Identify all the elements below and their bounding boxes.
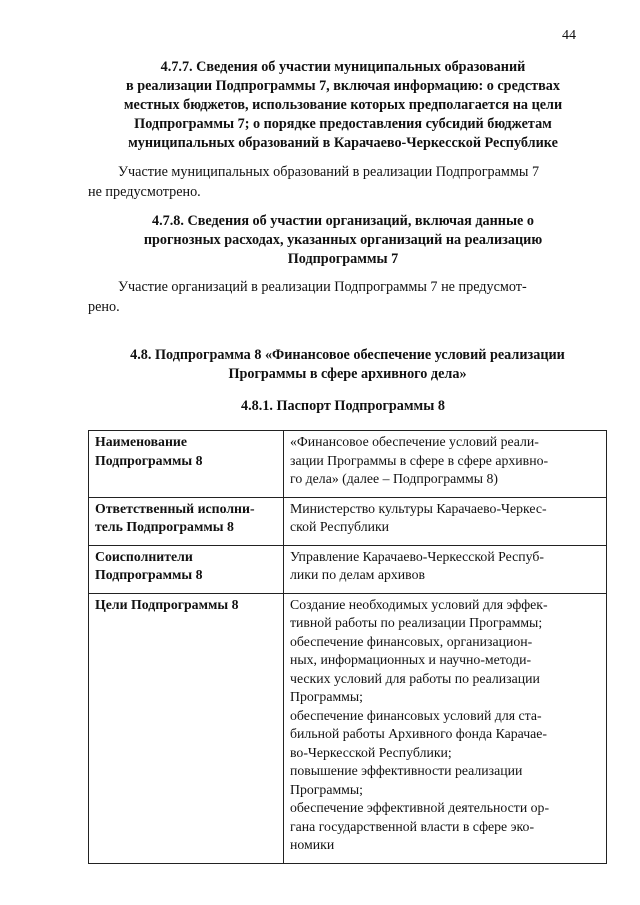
value-line: ных, информационных и научно-методи-: [290, 652, 532, 667]
label-line: Подпрограммы 8: [95, 567, 203, 582]
value-line: номики: [290, 837, 335, 852]
section-477-body: [88, 162, 598, 202]
heading-line: Подпрограммы 7: [287, 251, 399, 267]
passport-table: [88, 430, 607, 864]
section-478-body: [88, 277, 598, 317]
value-line: повышение эффективности реализации: [290, 763, 523, 778]
row-value: [284, 545, 607, 593]
value-line: Создание необходимых условий для эффек-: [290, 596, 548, 612]
value-line: гана государственной власти в сфере эко-: [290, 818, 535, 834]
row-label: [89, 497, 284, 545]
heading-line: 4.8. Подпрограмма 8 «Финансовое обеспечение условий реализации: [130, 347, 565, 363]
section-477-heading: [88, 58, 598, 153]
value-line: во-Черкесской Республики;: [290, 744, 452, 760]
heading-line: Подпрограммы 7; о порядке предоставления субсидий бюджетам: [134, 116, 552, 132]
table-row: [89, 593, 607, 863]
row-label: [89, 431, 284, 498]
label-line: Цели Подпрограммы 8: [95, 596, 239, 612]
value-line: обеспечение финансовых, организацион-: [290, 633, 533, 649]
value-line: обеспечение эффективной деятельности ор-: [290, 800, 550, 815]
body-text: рено.: [88, 299, 120, 315]
value-line: ской Республики: [290, 519, 390, 534]
row-value: [284, 497, 607, 545]
value-line: лики по делам архивов: [290, 567, 426, 582]
value-line: обеспечение финансовых условий для ста-: [290, 707, 542, 723]
value-line: бильной работы Архивного фонда Карачае-: [290, 726, 548, 741]
page-number: 44: [562, 28, 576, 43]
heading-line: муниципальных образований в Карачаево-Черкесской Республике: [128, 135, 558, 151]
value-line: Программы;: [290, 689, 364, 704]
row-label: [89, 593, 284, 863]
value-line: «Финансовое обеспечение условий реали-: [290, 434, 539, 449]
heading-line: в реализации Подпрограммы 7, включая информацию: о средствах: [126, 78, 560, 94]
body-text: не предусмотрено.: [88, 184, 201, 200]
row-label: [89, 545, 284, 593]
label-line: Подпрограммы 8: [95, 452, 203, 468]
heading-line: Программы в сфере архивного дела»: [228, 366, 467, 382]
row-value: [284, 431, 607, 498]
label-line: Наименование: [95, 434, 187, 449]
table-row: [89, 497, 607, 545]
passport-title: 4.8.1. Паспорт Подпрограммы 8: [241, 398, 445, 414]
value-line: Управление Карачаево-Черкесской Респуб-: [290, 548, 544, 564]
body-text: Участие муниципальных образований в реализации Подпрограммы 7: [118, 164, 540, 180]
value-line: тивной работы по реализации Программы;: [290, 615, 543, 630]
heading-line: 4.7.8. Сведения об участии организаций, включая данные о: [152, 213, 534, 229]
heading-line: прогнозных расходах, указанных организаций на реализацию: [143, 232, 543, 248]
row-value: [284, 593, 607, 863]
value-line: ческих условий для работы по реализации: [290, 670, 540, 686]
section-478-heading: [88, 212, 598, 269]
value-line: го дела» (далее – Подпрограммы 8): [290, 471, 498, 486]
value-line: Министерство культуры Карачаево-Черкес-: [290, 500, 547, 516]
value-line: Программы;: [290, 781, 364, 797]
label-line: Ответственный исполни-: [95, 500, 255, 516]
value-line: зации Программы в сфере в сфере архивно-: [290, 452, 549, 468]
heading-line: местных бюджетов, использование которых предполагается на цели: [123, 97, 563, 113]
section-48-heading: [60, 346, 635, 384]
heading-line: 4.7.7. Сведения об участии муниципальных образований: [160, 59, 526, 75]
table-row: [89, 431, 607, 498]
label-line: тель Подпрограммы 8: [95, 519, 234, 534]
table-row: [89, 545, 607, 593]
label-line: Соисполнители: [95, 548, 193, 564]
body-text: Участие организаций в реализации Подпрограммы 7 не предусмот-: [118, 279, 527, 295]
